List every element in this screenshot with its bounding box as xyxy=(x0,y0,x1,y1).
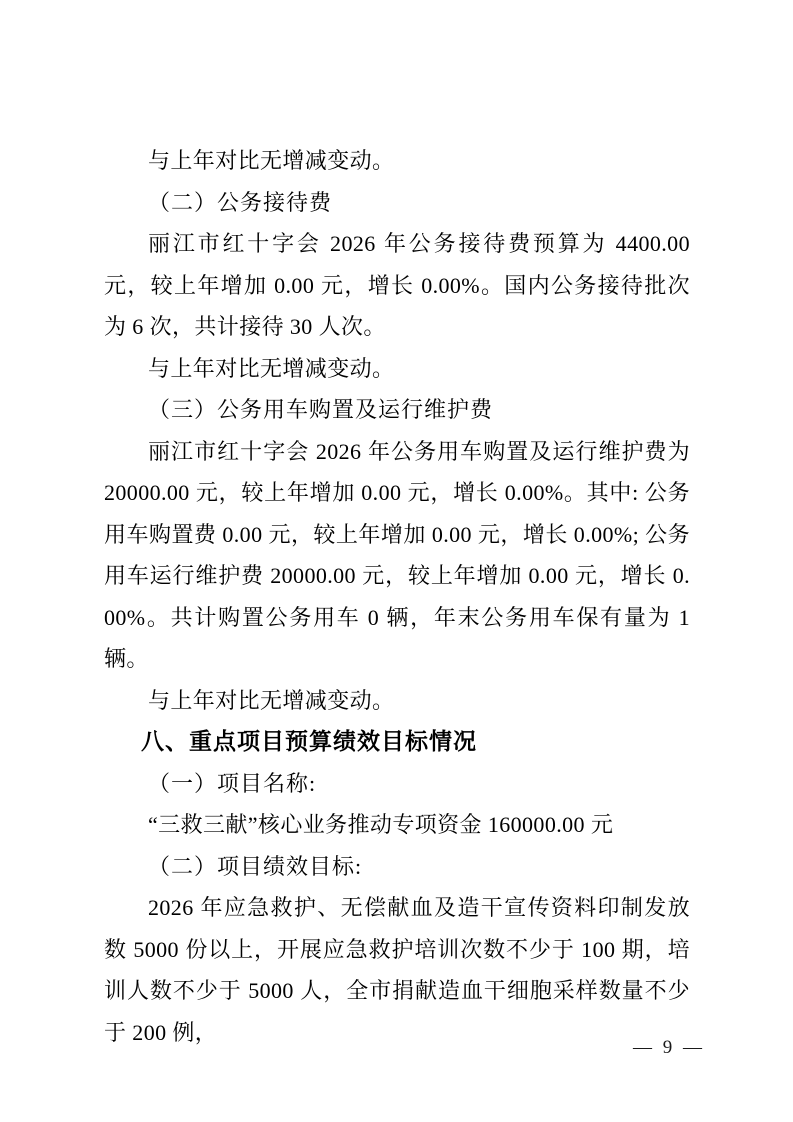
subheading-official-reception: （二）公务接待费 xyxy=(148,189,333,215)
subheading-official-vehicles: （三）公务用车购置及运行维护费 xyxy=(148,397,494,422)
paragraph-performance-goals: 2026 年应急救护、无偿献血及造干宣传资料印制发放数 5000 份以上，开展应急救护培训次数不少于 100 期，培训人数不少于 5000 人，全市捐献造血干细胞采样数量不少于 200 例， xyxy=(104,895,690,1045)
paragraph-vehicle-budget: 丽江市红十字会 2026 年公务用车购置及运行维护费为 20000.00 元，较上年增加 0.00 元，增长 0.00%。其中: 公务用车购置费 0.00 元，较上年增加 0.00 元，增长 0.00%; 公务用车运行维护费 20000.00 元，较上年增加 0.00 元，增长 0.00%。共计购置公务用车 0 辆，年末公务用车保有量为 1 辆。 xyxy=(104,438,690,671)
section-heading-key-projects: 八、重点项目预算绩效目标情况 xyxy=(141,728,477,754)
subheading-project-goals: （二）项目绩效目标: xyxy=(148,853,363,879)
paragraph-no-change-2: 与上年对比无增减变动。 xyxy=(148,355,395,381)
paragraph-no-change-3: 与上年对比无增减变动。 xyxy=(148,687,395,713)
document-body xyxy=(104,140,690,1053)
page-number: — 9 — xyxy=(633,1037,705,1058)
paragraph-reception-budget: 丽江市红十字会 2026 年公务接待费预算为 4400.00 元，较上年增加 0.00 元，增长 0.00%。国内公务接待批次为 6 次，共计接待 30 人次。 xyxy=(104,231,690,339)
subheading-project-name: （一）项目名称: xyxy=(148,770,317,796)
paragraph-no-change-1: 与上年对比无增减变动。 xyxy=(148,148,395,173)
paragraph-project-fund: “三救三献”核心业务推动专项资金 160000.00 元 xyxy=(148,812,614,837)
